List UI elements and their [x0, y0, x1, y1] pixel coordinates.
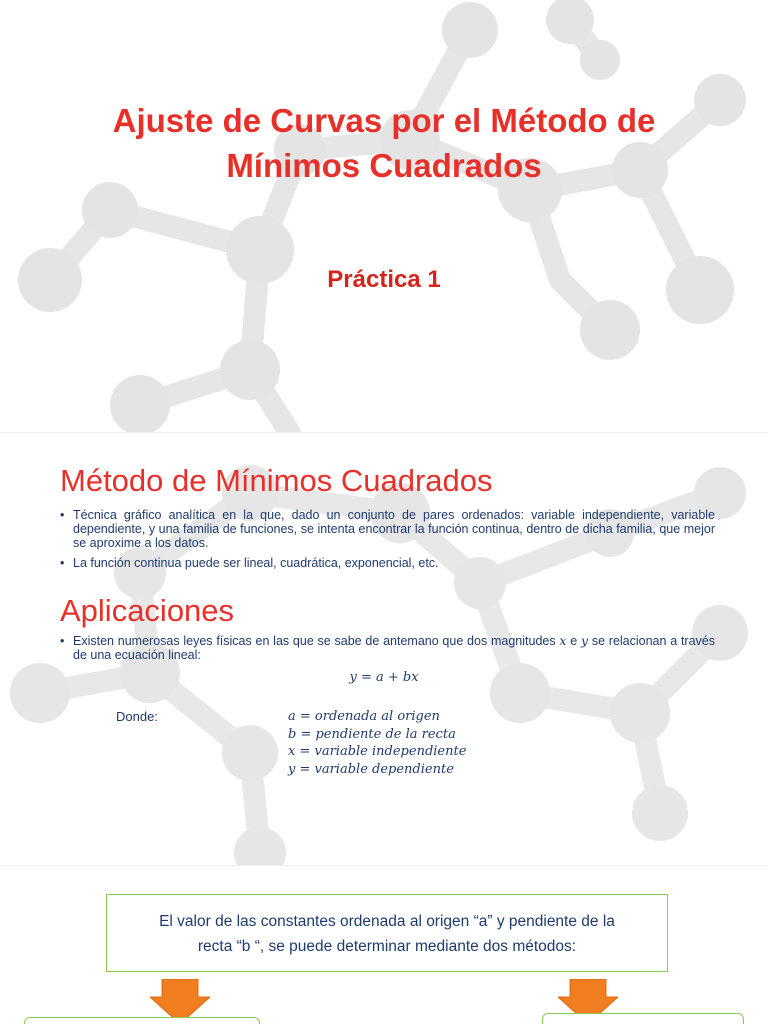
presentation-title: [0, 98, 768, 188]
slide-title: [0, 0, 768, 433]
box-line-2: recta “b “, se puede determinar mediante dos métodos:: [197, 938, 577, 955]
applications-bullet-list: [60, 634, 715, 668]
bullet-item: • La función continua puede ser lineal, cuadrática, exponencial, etc.: [60, 556, 715, 570]
var-x: x: [559, 633, 567, 648]
box-line-1: El valor de las constantes ordenada al origen “a” y pendiente de la: [159, 913, 615, 930]
method-box-right: [542, 1013, 744, 1024]
heading-method: Método de Mínimos Cuadrados: [60, 463, 493, 498]
donde-label: Donde:: [116, 709, 158, 724]
bullet-text-pre: Existen numerosas leyes físicas en las que se sabe de antemano que dos magnitudes: [73, 634, 556, 648]
bullet-item: • Técnica gráfico analítica en la que, dado un conjunto de pares ordenados: variable independiente, variable dependiente, y una familia de funciones, se intenta encontrar la función continua, dentro de dicha familia, que mejor se aproxime a los datos.: [60, 508, 715, 550]
bullet-text-post: se relacionan a través de una ecuación lineal:: [73, 634, 715, 662]
linear-equation: y = a + bx: [349, 670, 419, 685]
title-line-2: Mínimos Cuadrados: [226, 147, 542, 184]
method-box-left: [24, 1017, 260, 1024]
slide-constants: [0, 866, 768, 1024]
definition-a: a = ordenada al origen: [288, 709, 440, 724]
definition-x: x = variable independiente: [288, 744, 467, 759]
slide-method: [0, 433, 768, 866]
molecule-background: [0, 0, 768, 433]
bullet-item: [60, 634, 715, 662]
presentation-subtitle: Práctica 1: [327, 266, 441, 293]
heading-applications: Aplicaciones: [60, 593, 235, 628]
title-line-1: Ajuste de Curvas por el Método de: [112, 102, 656, 139]
method-bullet-list: [60, 508, 715, 576]
var-y: y: [580, 633, 589, 648]
constants-info-box: [106, 894, 668, 972]
bullet-text-conj: e: [570, 634, 578, 648]
definition-y: y = variable dependiente: [288, 761, 454, 777]
variable-definitions: [288, 708, 466, 778]
definition-b: b = pendiente de la recta: [288, 726, 456, 742]
